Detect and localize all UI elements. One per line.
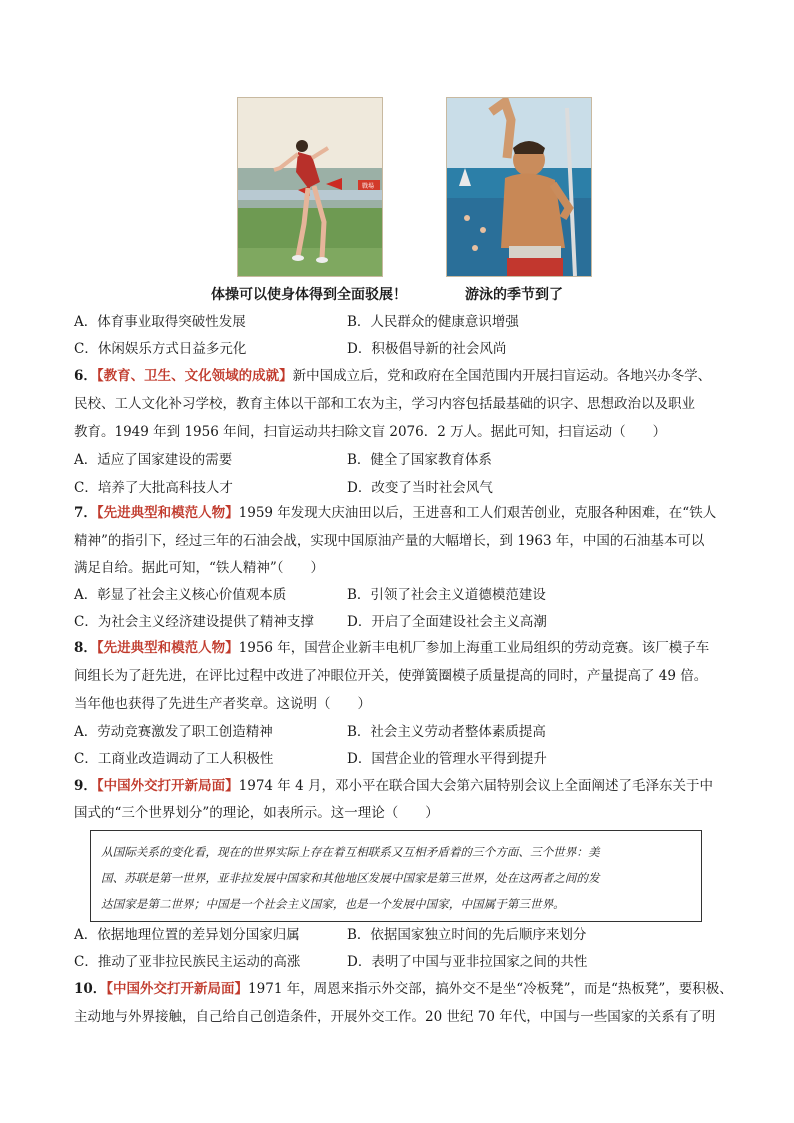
q8-option-c[interactable]: C．工商业改造调动了工人积极性: [74, 751, 274, 767]
q7-number: 7．: [74, 505, 97, 521]
q7-topic-tag: 【先进典型和模范人物】: [96, 505, 239, 521]
q7-option-b[interactable]: B．引领了社会主义道德模范建设: [347, 587, 546, 603]
q9-stem-line-1: [74, 776, 734, 796]
q7-stem-line-2: 精神”的指引下，经过三年的石油会战，实现中国原油产量的大幅增长，到 1963 年，中国的石油基本可以: [74, 533, 705, 549]
q8-stem-line-1: [74, 638, 734, 658]
q6-option-d[interactable]: D．改变了当时社会风气: [347, 480, 493, 496]
q8-option-d[interactable]: D．国营企业的管理水平得到提升: [347, 751, 547, 767]
q9-topic-tag: 【中国外交打开新局面】: [96, 778, 239, 794]
q6-stem-line-3: 教育。1949 年到 1956 年间，扫盲运动共扫除文盲 2076．2 万人。据此可知，扫盲运动（ ）: [74, 424, 667, 440]
q9-quote-line-2: 国、苏联是第一世界，亚非拉发展中国家和其他地区发展中国家是第三世界，处在这两者之间的发: [101, 871, 600, 885]
q8-number: 8．: [74, 640, 97, 656]
q9-stem-text-1: 1974 年 4 月，邓小平在联合国大会第六届特别会议上全面阐述了毛泽东关于中: [238, 778, 713, 794]
q8-topic-tag: 【先进典型和模范人物】: [96, 640, 239, 656]
q5-option-a[interactable]: A．体育事业取得突破性发展: [74, 314, 246, 330]
q8-option-a[interactable]: A．劳动竞赛激发了职工创造精神: [74, 724, 273, 740]
q7-stem-line-1: [74, 503, 734, 523]
q9-quote-line-1: 从国际关系的变化看，现在的世界实际上存在着互相联系又互相矛盾着的三个方面、三个世界：美: [101, 845, 600, 859]
q10-stem-line-1: [74, 979, 734, 999]
q7-option-a[interactable]: A．彰显了社会主义核心价值观本质: [74, 587, 287, 603]
swimming-poster-image: [446, 97, 592, 277]
q5-option-c[interactable]: C．休闲娱乐方式日益多元化: [74, 341, 247, 357]
q5-option-d[interactable]: D．积极倡导新的社会风尚: [347, 341, 507, 357]
q8-stem-line-3: 当年他也获得了先进生产者奖章。这说明（ ）: [74, 696, 371, 712]
q9-option-b[interactable]: B．依据国家独立时间的先后顺序来划分: [347, 927, 587, 943]
q5-option-b[interactable]: B．人民群众的健康意识增强: [347, 314, 519, 330]
figure-caption-swimming: 游泳的季节到了: [465, 287, 563, 303]
q8-stem-line-2: 间组长为了赶先进，在评比过程中改进了冲眼位开关，使弹簧圈模子质量提高的同时，产量提高了 49 倍。: [74, 668, 708, 684]
q7-stem-text-1: 1959 年发现大庆油田以后，王进喜和工人们艰苦创业，克服各种困难，在“铁人: [238, 505, 717, 521]
q8-stem-text-1: 1956 年，国营企业新丰电机厂参加上海重工业局组织的劳动竞赛。该厂模子车: [238, 640, 710, 656]
q6-stem-line-1: [74, 366, 734, 386]
q7-option-c[interactable]: C．为社会主义经济建设提供了精神支撑: [74, 614, 314, 630]
q6-topic-tag: 【教育、卫生、文化领域的成就】: [96, 368, 293, 384]
q8-option-b[interactable]: B．社会主义劳动者整体素质提高: [347, 724, 546, 740]
poster-figures: [0, 97, 794, 277]
q7-stem-line-3: 满足自给。据此可知，“铁人精神”（ ）: [74, 560, 325, 576]
q10-stem-text-1: 1971 年，周恩来指示外交部，搞外交不是坐“冷板凳”，而是“热板凳”，要积极、: [248, 981, 733, 997]
q6-number: 6．: [74, 368, 97, 384]
q9-option-a[interactable]: A．依据地理位置的差异划分国家归属: [74, 927, 300, 943]
q6-stem-line-2: 民校、工人文化补习学校，教育主体以干部和工农为主，学习内容包括最基础的识字、思想政治以及职业: [74, 396, 695, 412]
q9-number: 9．: [74, 778, 97, 794]
q7-option-d[interactable]: D．开启了全面建设社会主义高潮: [347, 614, 547, 630]
q9-quote-line-3: 达国家是第二世界；中国是一个社会主义国家，也是一个发展中国家，中国属于第三世界。: [101, 897, 565, 911]
q6-option-b[interactable]: B．健全了国家教育体系: [347, 452, 492, 468]
q9-option-d[interactable]: D．表明了中国与亚非拉国家之间的共性: [347, 954, 588, 970]
q10-stem-line-2: 主动地与外界接触，自己给自己创造条件，开展外交工作。20 世纪 70 年代，中国与一些国家的关系有了明: [74, 1009, 716, 1025]
poster-sign-text: 戰場: [362, 183, 375, 190]
q10-topic-tag: 【中国外交打开新局面】: [106, 981, 249, 997]
q9-stem-line-2: 国式的“三个世界划分”的理论，如表所示。这一理论（ ）: [74, 805, 439, 821]
q10-number: 10．: [74, 981, 107, 997]
gymnastics-poster-image: [237, 97, 383, 277]
q9-option-c[interactable]: C．推动了亚非拉民族民主运动的高涨: [74, 954, 301, 970]
q6-option-c[interactable]: C．培养了大批高科技人才: [74, 480, 233, 496]
q6-stem-text-1: 新中国成立后，党和政府在全国范围内开展扫盲运动。各地兴办冬学、: [292, 368, 712, 384]
q6-option-a[interactable]: A．适应了国家建设的需要: [74, 452, 233, 468]
q9-quote-box: [90, 830, 702, 922]
figure-caption-gymnastics: 体操可以使身体得到全面驳展！: [211, 287, 407, 303]
